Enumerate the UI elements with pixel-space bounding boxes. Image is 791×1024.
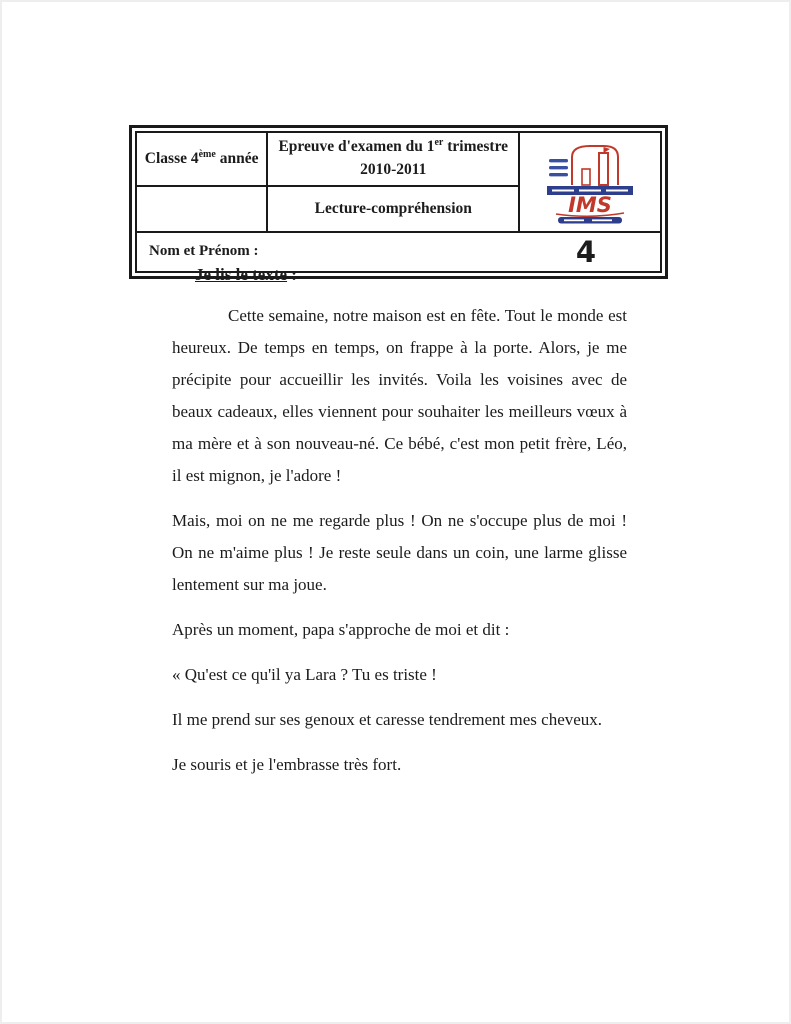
logo-banner-text-line xyxy=(579,190,601,192)
paragraph: Mais, moi on ne me regarde plus ! On ne s'occupe plus de moi ! On ne m'aime plus ! Je reste seule dans un coin, une larme glisse lentement sur ma joue. xyxy=(172,511,627,594)
class-cell xyxy=(136,132,267,186)
empty-cell xyxy=(136,186,267,232)
paragraph: Cette semaine, notre maison est en fête. Tout le monde est heureux. De temps en temps, on frappe à la porte. Alors, je me précipite pour accueillir les invités. Voila les voisines avec de beaux cadeaux, elles viennent pour souhaiter les meilleurs vœux à ma mère et à son nouveau-né. Ce bébé, c'est mon petit frère, Léo, il est mignon, je l'adore ! xyxy=(172,306,627,485)
class-label: Classe 4 xyxy=(144,149,199,167)
header-table xyxy=(129,125,668,279)
exam-year: 2010-2011 xyxy=(360,161,427,179)
exam-ordinal-sup: er xyxy=(434,137,444,149)
paragraph: Après un moment, papa s'approche de moi et dit : xyxy=(172,620,510,639)
logo-bottom-banner-text-line xyxy=(592,219,612,221)
class-ordinal-sup: ème xyxy=(198,148,216,160)
logo-banner-text-line xyxy=(606,190,628,192)
name-field-label: Nom et Prénom : xyxy=(149,243,259,260)
paragraph: Il me prend sur ses genoux et caresse tendrement mes cheveux. xyxy=(172,710,603,729)
school-logo-icon xyxy=(542,139,638,225)
logo-bottom-banner-text-line xyxy=(564,219,584,221)
exam-title-suffix: trimestre xyxy=(443,138,509,156)
logo-tower-shape xyxy=(599,153,608,185)
exam-title: Epreuve d'examen du 1 xyxy=(278,138,435,156)
class-label-suffix: année xyxy=(215,149,259,167)
reading-text-section xyxy=(172,264,627,794)
logo-banner-text-line xyxy=(552,190,574,192)
subject-label: Lecture-compréhension xyxy=(314,199,472,217)
paragraph: Je souris et je l'embrasse très fort. xyxy=(172,755,402,774)
logo-arabic-line xyxy=(549,166,568,169)
subject-cell xyxy=(267,186,519,232)
logo-arch-shape xyxy=(572,146,618,185)
logo-arabic-line xyxy=(549,173,568,176)
logo-ims-text: IMS xyxy=(568,193,613,217)
section-heading xyxy=(195,264,627,286)
exam-title-cell xyxy=(267,132,519,186)
page-number: 4 xyxy=(575,235,597,269)
school-logo-cell xyxy=(519,132,661,232)
logo-arabic-line xyxy=(549,159,568,162)
paragraph: « Qu'est ce qu'il ya Lara ? Tu es triste ! xyxy=(172,665,437,684)
logo-door-shape xyxy=(582,169,590,185)
section-heading-label: Je lis le texte xyxy=(195,265,288,284)
section-heading-colon: : xyxy=(287,265,297,284)
